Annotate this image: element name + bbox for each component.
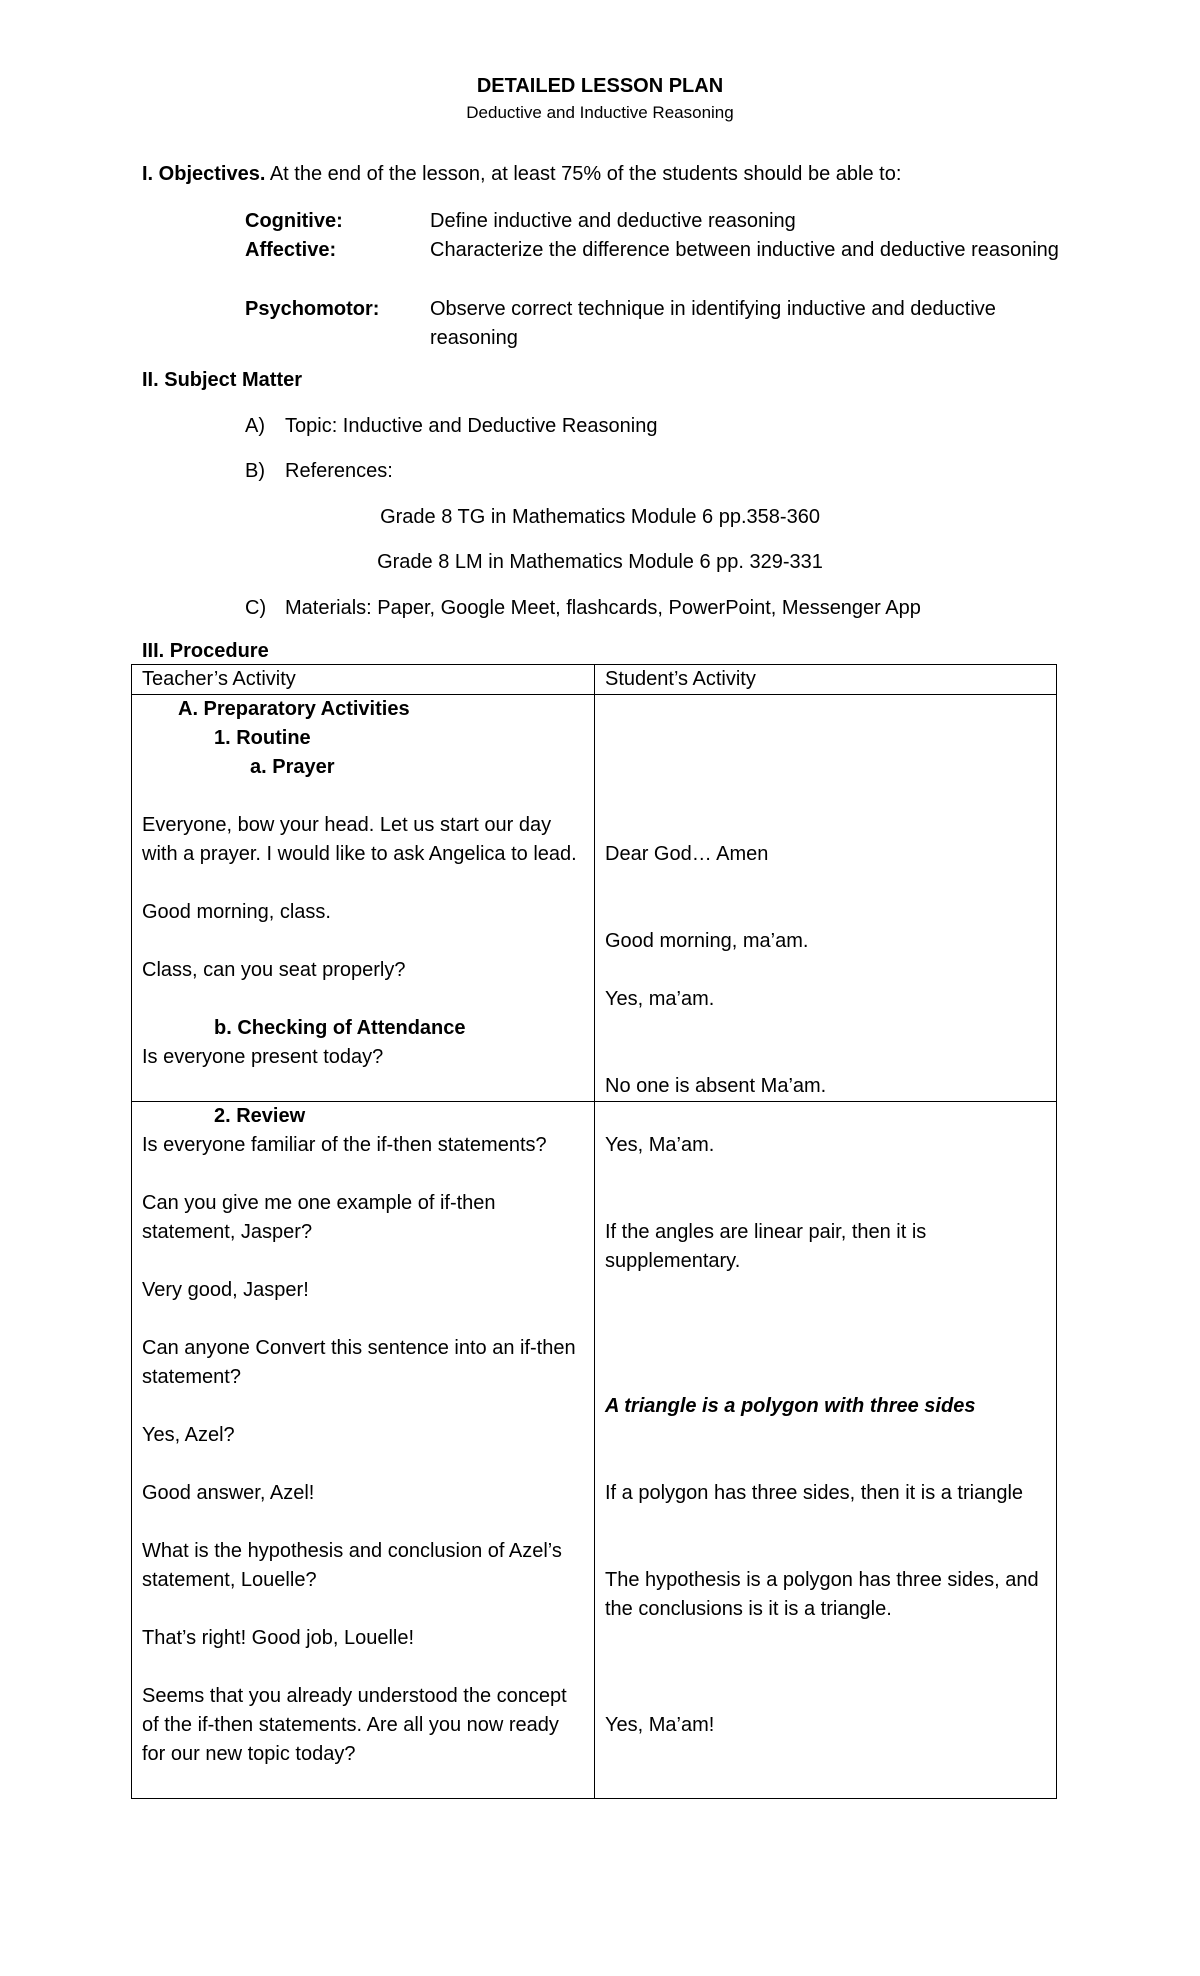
document-title: DETAILED LESSON PLAN — [476, 75, 724, 97]
references-marker: B) — [245, 460, 265, 482]
attendance-student-text: No one is absent Ma’am. — [605, 1075, 827, 1097]
seat-teacher-text: Class, can you seat properly? — [142, 959, 406, 981]
attendance-heading: b. Checking of Attendance — [214, 1017, 466, 1039]
prayer-heading: a. Prayer — [250, 756, 335, 778]
review-a3: A triangle is a polygon with three sides — [605, 1395, 976, 1417]
objective-text-psychomotor: Observe correct technique in identifying inductive and deductive reasoning — [430, 298, 996, 349]
references-item — [245, 457, 393, 486]
review-q2: Can you give me one example of if-then statement, Jasper? — [142, 1192, 496, 1243]
attendance-teacher-text: Is everyone present today? — [142, 1046, 384, 1068]
review-q1: Is everyone familiar of the if-then statements? — [142, 1134, 547, 1156]
objective-text-cognitive: Define inductive and deductive reasoning — [430, 210, 796, 232]
review-call: Yes, Azel? — [142, 1424, 235, 1446]
materials-item — [245, 594, 921, 623]
reference-tg: Grade 8 TG in Mathematics Module 6 pp.358-360 — [380, 506, 820, 528]
topic-item — [245, 412, 657, 441]
section-a-heading: A. Preparatory Activities — [178, 698, 410, 720]
seat-student-text: Yes, ma’am. — [605, 988, 715, 1010]
table-row-preparatory — [132, 695, 1057, 1102]
greet-student-text: Good morning, ma’am. — [605, 930, 809, 952]
review-a1: Yes, Ma’am. — [605, 1134, 715, 1156]
topic-marker: A) — [245, 415, 265, 437]
teacher-cell-preparatory — [132, 695, 595, 1102]
review-a2: If the angles are linear pair, then it is supplementary. — [605, 1221, 927, 1272]
review-praise-1: Very good, Jasper! — [142, 1279, 309, 1301]
reference-lm: Grade 8 LM in Mathematics Module 6 pp. 329-331 — [377, 551, 823, 573]
student-activity-header: Student’s Activity — [595, 665, 1057, 695]
review-q3: Can anyone Convert this sentence into an if-then statement? — [142, 1337, 576, 1388]
greet-teacher-text: Good morning, class. — [142, 901, 331, 923]
review-praise-2: Good answer, Azel! — [142, 1482, 315, 1504]
teacher-activity-header: Teacher’s Activity — [132, 665, 595, 695]
topic-text: Topic: Inductive and Deductive Reasoning — [285, 415, 658, 437]
review-a6: Yes, Ma’am! — [605, 1714, 715, 1736]
table-row-review — [132, 1102, 1057, 1799]
prayer-teacher-text: Everyone, bow your head. Let us start our day with a prayer. I would like to ask Angelica to lead. — [142, 814, 577, 865]
materials-marker: C) — [245, 597, 267, 619]
prayer-student-text: Dear God… Amen — [605, 843, 769, 865]
routine-heading: 1. Routine — [214, 727, 311, 749]
materials-text: Materials: Paper, Google Meet, flashcards, PowerPoint, Messenger App — [285, 597, 921, 619]
objective-text-affective: Characterize the difference between inductive and deductive reasoning — [430, 239, 1059, 261]
procedure-heading: III. Procedure — [142, 640, 269, 662]
student-cell-preparatory — [595, 695, 1057, 1102]
objective-label-cognitive: Cognitive: — [245, 210, 343, 232]
objective-label-affective: Affective: — [245, 239, 337, 261]
review-a4: If a polygon has three sides, then it is a triangle — [605, 1482, 1024, 1504]
objective-label-psychomotor: Psychomotor: — [245, 298, 380, 320]
student-cell-review — [595, 1102, 1057, 1799]
review-q4: What is the hypothesis and conclusion of Azel’s statement, Louelle? — [142, 1540, 562, 1591]
procedure-table — [131, 664, 1057, 1799]
review-a5: The hypothesis is a polygon has three sides, and the conclusions is it is a triangle. — [605, 1569, 1039, 1620]
table-header-row — [132, 665, 1057, 695]
document-subtitle: Deductive and Inductive Reasoning — [466, 103, 734, 122]
references-label: References: — [285, 460, 393, 482]
subject-matter-heading: II. Subject Matter — [142, 369, 303, 391]
objectives-intro — [142, 160, 1102, 189]
review-praise-3: That’s right! Good job, Louelle! — [142, 1627, 415, 1649]
objectives-intro-text: At the end of the lesson, at least 75% of the students should be able to: — [265, 163, 902, 185]
review-heading: 2. Review — [214, 1105, 306, 1127]
objectives-heading: I. Objectives. — [142, 163, 266, 185]
teacher-cell-review — [132, 1102, 595, 1799]
review-q5: Seems that you already understood the concept of the if-then statements. Are all you now ready for our new topic today? — [142, 1685, 567, 1765]
